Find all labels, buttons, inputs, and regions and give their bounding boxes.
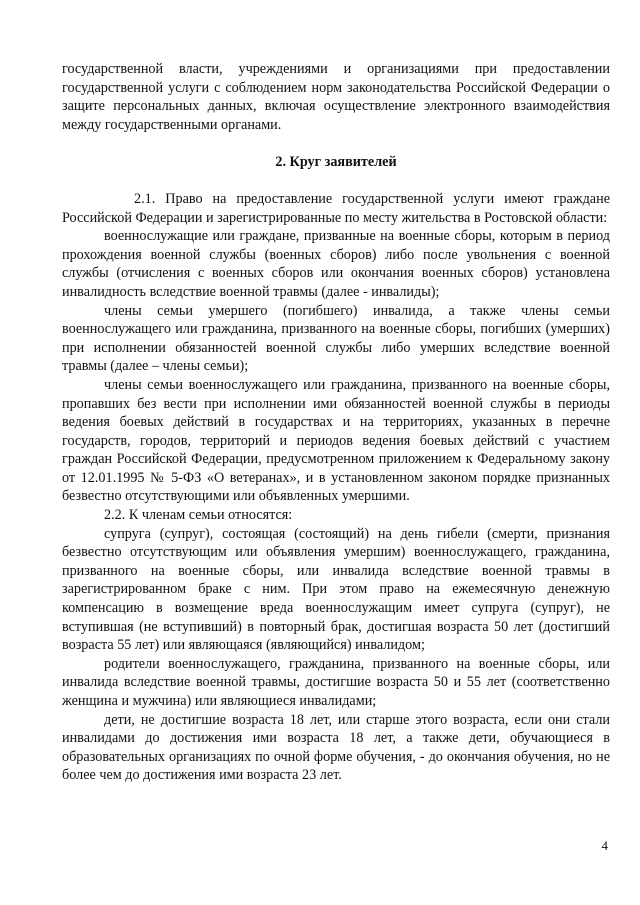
paragraph-family-members-missing: члены семьи военнослужащего или гражданина, призванного на военные сборы, пропавших без вести при исполнении ими обязанностей военной службы в периоды ведения боевых действий в государствах и на территориях, указанных в перечне государств, городов, территорий и периодов ведения боевых действий с участием граждан Российской Федерации, предусмотренном приложением к Федеральному закону от 12.01.1995 № 5-ФЗ «О ветеранах», и в установленном законом порядке признанных безвестно отсутствующими или объявленных умершими. <box>62 376 610 505</box>
paragraph-2-2: 2.2. К членам семьи относятся: <box>104 507 293 524</box>
section-heading: 2. Круг заявителей <box>275 154 397 171</box>
paragraph-children: дети, не достигшие возраста 18 лет, или старше этого возраста, если они стали инвалидами до достижения ими возраста 18 лет, а также дети, обучающиеся в образовательных организациях по очной форме обучения, - до окончания обучения, но не более чем до достижения ими возраста 23 лет. <box>62 711 610 784</box>
paragraph-servicemen-invalids: военнослужащие или граждане, призванные на военные сборы, которым в период прохождения военной службы (военных сборов) либо после увольнения с военной службы (отчисления с военных сборов или окончания военных сборов) установлена инвалидность вследствие военной травмы (далее - инвалиды); <box>62 228 610 300</box>
page-number: 4 <box>601 838 608 853</box>
paragraph-parents: родители военнослужащего, гражданина, призванного на военные сборы, или инвалида вследствие военной травмы, достигшие возраста 50 и 55 лет (соответственно женщина и мужчина) или являющиеся инвалидами; <box>62 655 610 709</box>
intro-paragraph: государственной власти, учреждениями и организациями при предоставлении государственной услуги с соблюдением норм законодательства Российской Федерации о защите персональных данных, включая осуществление электронного взаимодействия между государственными органами. <box>62 61 610 133</box>
paragraph-2-1: 2.1. Право на предоставление государственной услуги имеют граждане Российской Федерации и зарегистрированные по месту жительства в Ростовской области: <box>62 190 610 226</box>
document-page <box>62 60 610 785</box>
paragraph-family-members-deceased: члены семьи умершего (погибшего) инвалида, а также члены семьи военнослужащего или гражданина, призванного на военные сборы, погибших (умерших) при исполнении обязанностей военной службы либо умерших вследствие военной травмы (далее – члены семьи); <box>62 302 610 375</box>
paragraph-spouse: супруга (супруг), состоящая (состоящий) на день гибели (смерти, признания безвестно отсутствующим или объявления умершим) военнослужащего, гражданина, призванного на военные сборы, или инвалида вследствие военной травмы в зарегистрированном браке с ним. При этом право на ежемесячную денежную компенсацию в возмещение вреда военнослужащим имеет супруга (супруг), не вступившая (не вступивший) в повторный брак, достигшая возраста 50 лет (достигший возраста 55 лет) или являющаяся (являющийся) инвалидом; <box>62 525 610 654</box>
